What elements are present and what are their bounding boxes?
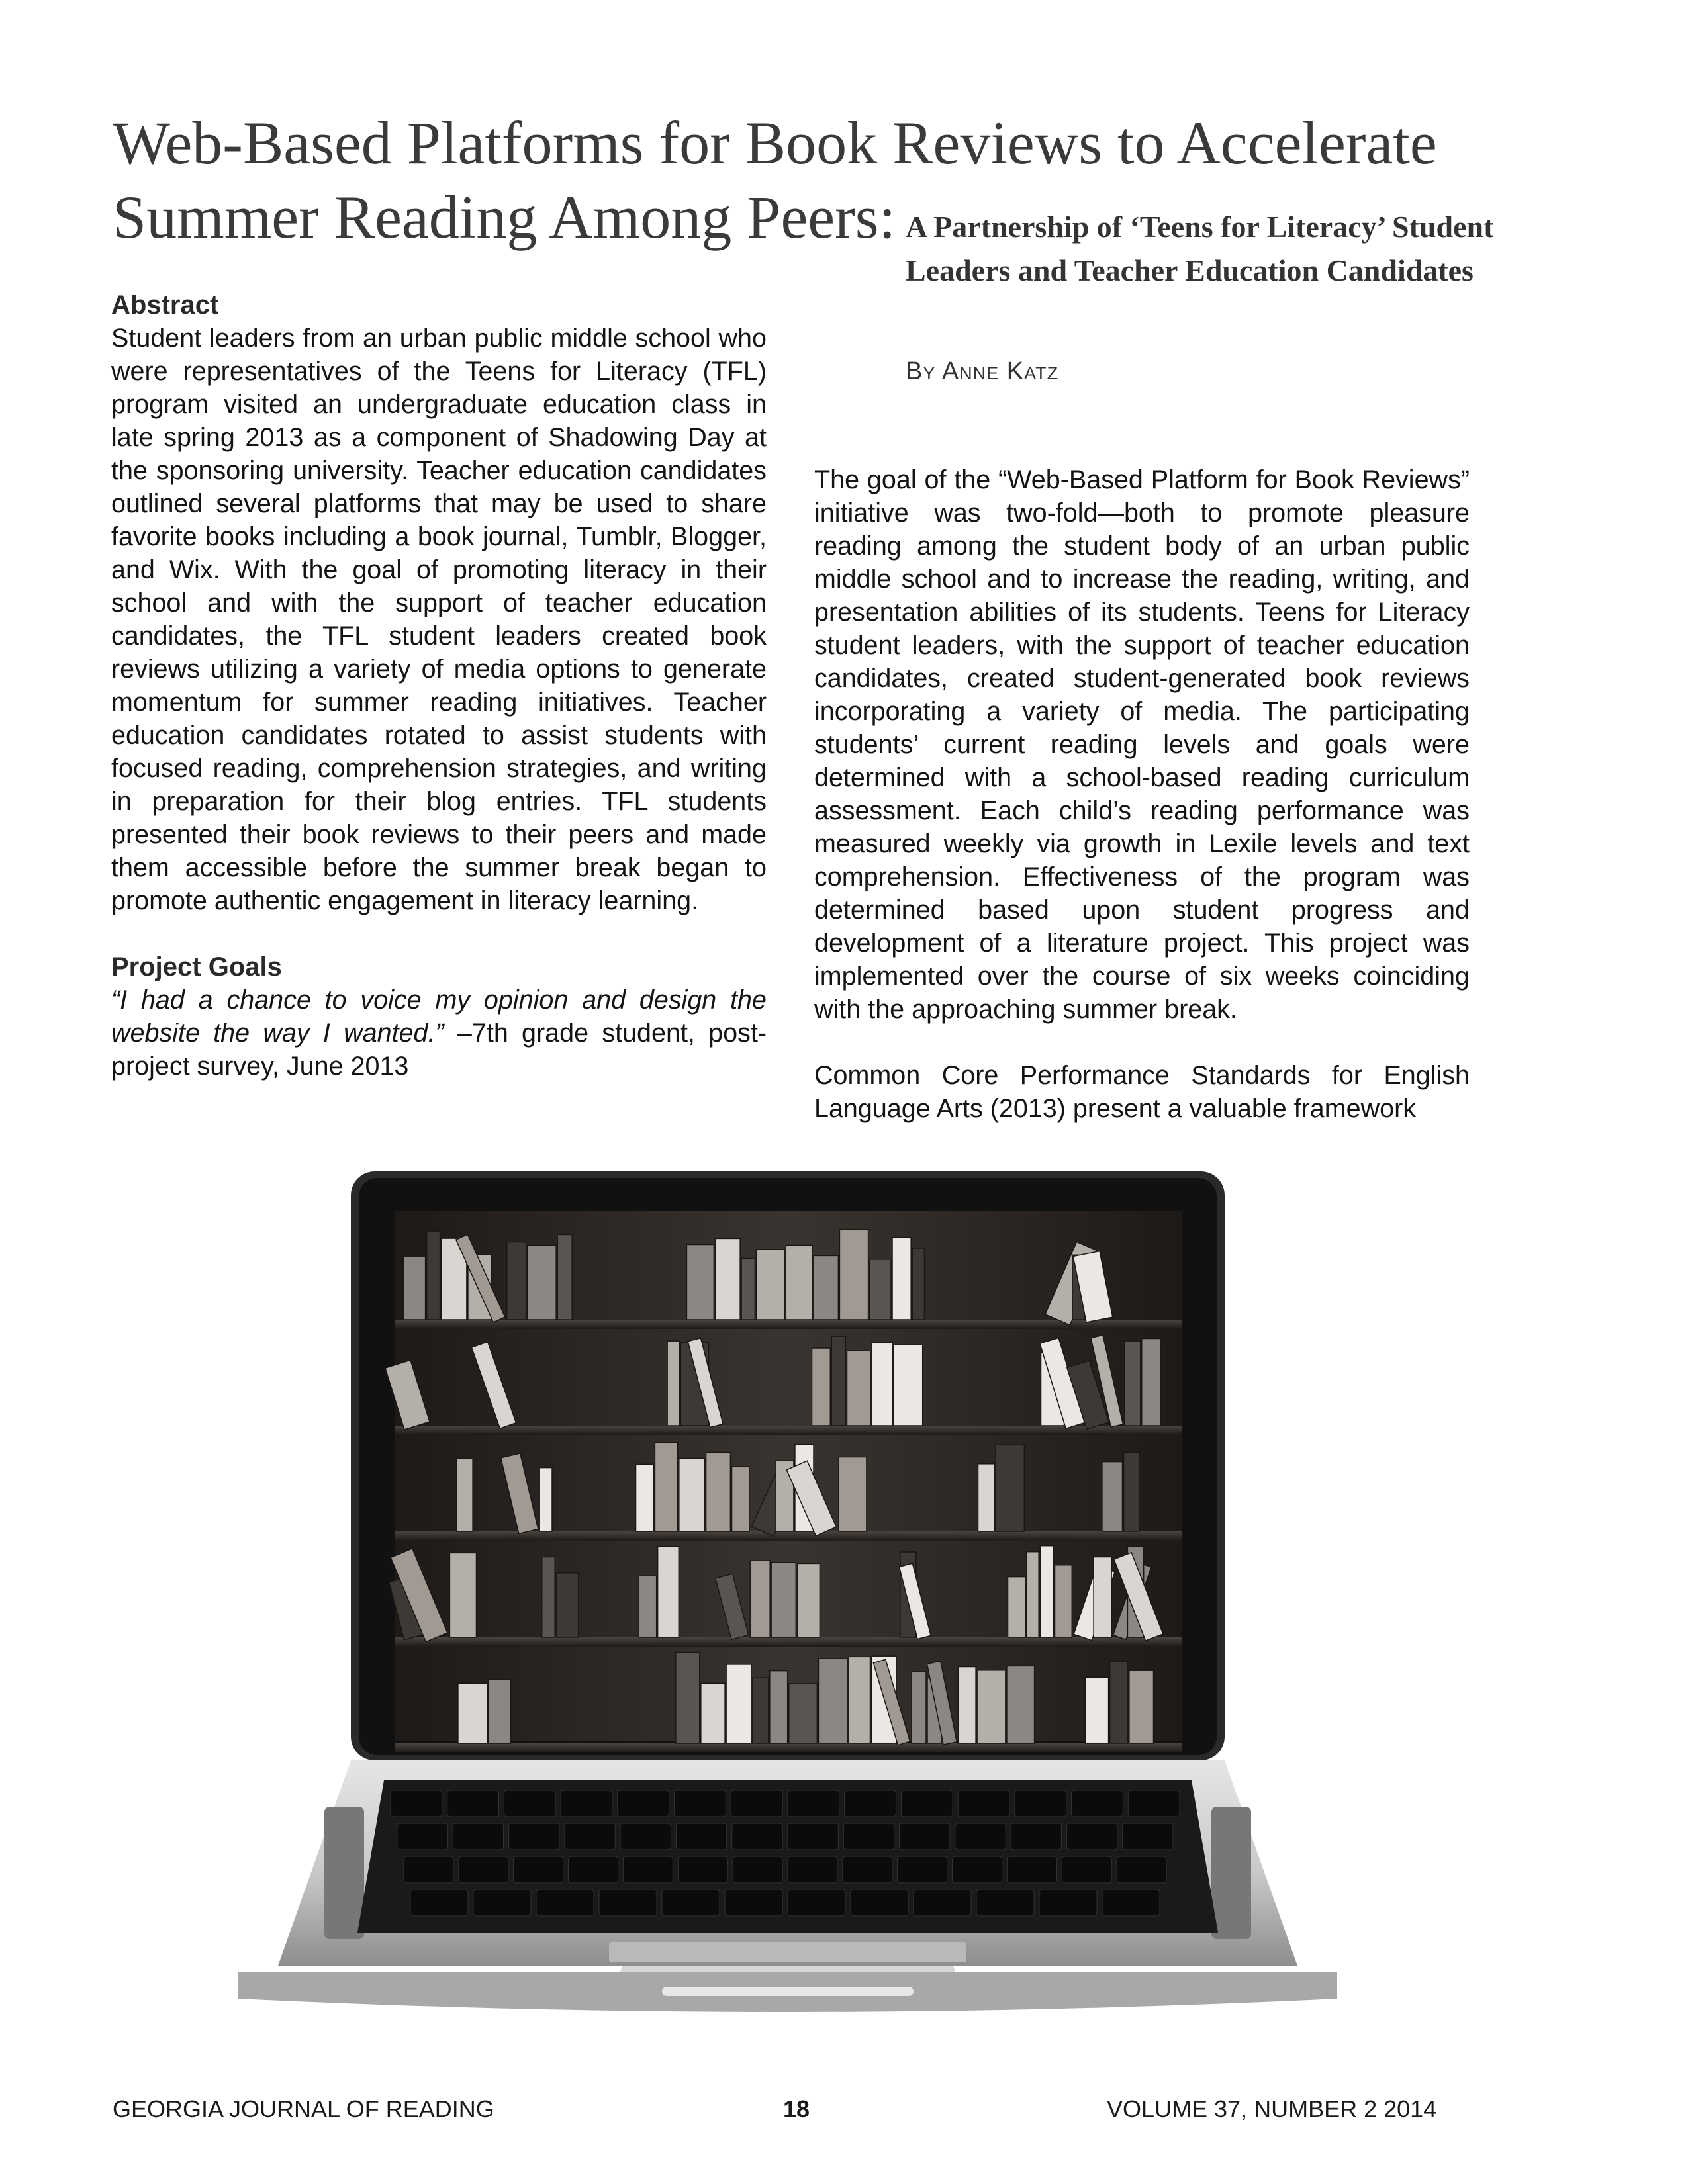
book-spine bbox=[1094, 1557, 1111, 1638]
laptop-notch bbox=[662, 1987, 914, 1996]
book-spine bbox=[872, 1343, 892, 1426]
keyboard-key bbox=[391, 1790, 442, 1817]
book-spine bbox=[676, 1653, 700, 1744]
keyboard-key bbox=[473, 1889, 531, 1916]
keyboard-key bbox=[1117, 1856, 1166, 1883]
keyboard-key bbox=[788, 1823, 838, 1850]
book-spine bbox=[458, 1683, 487, 1743]
book-spine bbox=[542, 1557, 555, 1638]
book-spine bbox=[814, 1255, 838, 1320]
project-goals-quote-block bbox=[111, 983, 767, 1083]
book-spine bbox=[1027, 1552, 1039, 1637]
keyboard-key bbox=[565, 1823, 615, 1850]
book-spine bbox=[741, 1259, 755, 1320]
book-spine bbox=[818, 1659, 847, 1743]
book-spine bbox=[770, 1671, 788, 1743]
keyboard-key bbox=[733, 1856, 782, 1883]
body-paragraph-2: Common Core Performance Standards for English Language Arts (2013) present a valuable framework bbox=[814, 1061, 1470, 1123]
book-spine bbox=[912, 1248, 924, 1320]
keyboard-key bbox=[459, 1856, 508, 1883]
book-spine bbox=[771, 1563, 796, 1637]
book-spine bbox=[786, 1246, 812, 1320]
keyboard-key bbox=[536, 1889, 594, 1916]
article-title-line2: Summer Reading Among Peers: bbox=[113, 183, 896, 251]
keyboard-key bbox=[404, 1856, 453, 1883]
book-spine bbox=[1129, 1670, 1154, 1743]
book-spine bbox=[715, 1238, 740, 1320]
book-spine bbox=[1102, 1462, 1123, 1531]
book-spine bbox=[1124, 1453, 1140, 1531]
article-subtitle: A Partnership of ‘Teens for Literacy’ Student Leaders and Teacher Education Candidates bbox=[906, 210, 1494, 287]
keyboard-key bbox=[958, 1790, 1009, 1817]
book-spine bbox=[978, 1464, 994, 1531]
keyboard-key bbox=[901, 1790, 953, 1817]
book-spine bbox=[507, 1242, 526, 1320]
keyboard-key bbox=[1066, 1823, 1117, 1850]
book-spine bbox=[528, 1246, 557, 1320]
keyboard-key bbox=[725, 1889, 782, 1916]
book-spine bbox=[849, 1657, 870, 1743]
project-goals-heading: Project Goals bbox=[111, 952, 282, 981]
keyboard-key bbox=[678, 1856, 727, 1883]
shelf-board bbox=[395, 1426, 1182, 1435]
book-spine bbox=[706, 1453, 731, 1531]
keyboard-key bbox=[569, 1856, 618, 1883]
book-spine bbox=[667, 1341, 679, 1426]
book-spine bbox=[1007, 1666, 1035, 1743]
trackpad-edge bbox=[609, 1942, 966, 1962]
footer-volume: VOLUME 37, NUMBER 2 2014 bbox=[1107, 2095, 1437, 2122]
book-spine bbox=[996, 1445, 1024, 1531]
keyboard-key bbox=[514, 1856, 563, 1883]
keyboard-key bbox=[843, 1856, 892, 1883]
keyboard-key bbox=[676, 1823, 726, 1850]
book-spine bbox=[839, 1230, 868, 1320]
keyboard-key bbox=[623, 1856, 673, 1883]
book-spine bbox=[1040, 1546, 1053, 1637]
book-spine bbox=[977, 1670, 1006, 1743]
keyboard-key bbox=[662, 1889, 720, 1916]
abstract-heading: Abstract bbox=[111, 291, 219, 320]
keyboard-key bbox=[447, 1790, 499, 1817]
book-spine bbox=[831, 1336, 845, 1426]
book-spine bbox=[756, 1250, 784, 1320]
book-spine bbox=[870, 1259, 891, 1320]
book-spine bbox=[912, 1672, 926, 1743]
keyboard-key bbox=[731, 1790, 782, 1817]
book-spine bbox=[894, 1345, 923, 1426]
book-spine bbox=[732, 1467, 749, 1531]
keyboard-key bbox=[397, 1823, 447, 1850]
book-spine bbox=[753, 1678, 769, 1743]
book-spine bbox=[789, 1684, 818, 1743]
book-spine bbox=[750, 1561, 770, 1637]
abstract-text: Student leaders from an urban public middle school who were representatives of the Teens for Literacy (TFL) program visited an undergraduate education class in late spring 2013 as a component of Shadowing Day at the sponsoring university. Teacher education candidates outlined several platforms that may be used to share favorite books including a book journal, Tumblr, Blogger, and Wix. With the goal of promoting literacy in their school and with the support of teacher education candidates, the TFL student leaders created book reviews utilizing a variety of media options to generate momentum for summer reading initiatives. Teacher education candidates rotated to assist students with focused reading, comprehension strategies, and writing in preparation for their blog entries. TFL students presented their book reviews to their peers and made them accessible before the summer break began to promote authentic engagement in literacy learning. bbox=[111, 324, 767, 915]
book-spine bbox=[539, 1468, 552, 1531]
book-spine bbox=[726, 1664, 751, 1743]
author-byline: By Anne Katz bbox=[906, 357, 1059, 385]
footer-journal-name: GEORGIA JOURNAL OF READING bbox=[113, 2095, 494, 2122]
book-spine bbox=[655, 1443, 677, 1531]
shelf-board bbox=[395, 1743, 1182, 1752]
book-spine bbox=[797, 1563, 820, 1637]
keyboard-key bbox=[1102, 1889, 1160, 1916]
keyboard-key bbox=[675, 1790, 726, 1817]
quote-attribution: –7th grade student, post-project survey, June 2013 bbox=[111, 1019, 767, 1081]
keyboard-key bbox=[504, 1790, 555, 1817]
keyboard-key bbox=[1072, 1790, 1123, 1817]
shelf-board bbox=[395, 1531, 1182, 1541]
book-spine bbox=[959, 1667, 976, 1744]
keyboard-key bbox=[898, 1856, 947, 1883]
left-speaker-grille bbox=[324, 1807, 364, 1939]
body-paragraph-1: The goal of the “Web-Based Platform for Book Reviews” initiative was two-fold—both to promote pleasure reading among the student body of an urban public middle school and to increase the reading, writing, and presentation abilities of its students. Teens for Literacy student leaders, with the support of teacher education candidates, created student-generated book reviews incorporating a variety of media. The participating students’ current reading levels and goals were determined with a school-based reading curriculum assessment. Each child’s reading performance was measured weekly via growth in Lexile levels and text comprehension. Effectiveness of the program was determined based upon student progress and development of a literature project. This project was implemented over the course of six weeks coinciding with the approaching summer break. bbox=[814, 465, 1470, 1024]
laptop-bookshelf-illustration bbox=[212, 1171, 1364, 2058]
keyboard-key bbox=[1128, 1790, 1180, 1817]
right-column bbox=[814, 463, 1470, 1158]
keyboard-key bbox=[900, 1823, 950, 1850]
keyboard-key bbox=[1015, 1790, 1066, 1817]
keyboard-key bbox=[732, 1823, 782, 1850]
keyboard-key bbox=[620, 1823, 671, 1850]
book-spine bbox=[1086, 1677, 1109, 1743]
book-spine bbox=[427, 1231, 440, 1320]
student-quote: “I had a chance to voice my opinion and design the website the way I wanted.” bbox=[111, 985, 767, 1048]
book-spine bbox=[489, 1680, 511, 1743]
book-spine bbox=[1055, 1565, 1072, 1637]
book-spine bbox=[1125, 1342, 1141, 1426]
book-spine bbox=[658, 1547, 679, 1637]
book-spine bbox=[839, 1457, 867, 1532]
keyboard-key bbox=[955, 1823, 1006, 1850]
book-spine bbox=[1142, 1339, 1160, 1426]
keyboard-key bbox=[845, 1790, 896, 1817]
keyboard-key bbox=[1039, 1889, 1097, 1916]
keyboard-key bbox=[914, 1889, 971, 1916]
keyboard-key bbox=[976, 1889, 1034, 1916]
right-speaker-grille bbox=[1211, 1807, 1251, 1939]
keyboard-key bbox=[618, 1790, 669, 1817]
footer-page-number: 18 bbox=[783, 2095, 810, 2122]
keyboard-key bbox=[1062, 1856, 1111, 1883]
book-spine bbox=[812, 1348, 831, 1426]
book-spine bbox=[556, 1573, 579, 1637]
keyboard-key bbox=[1123, 1823, 1173, 1850]
keyboard-key bbox=[788, 1790, 839, 1817]
shelf-board bbox=[395, 1637, 1182, 1647]
keyboard-key bbox=[953, 1856, 1002, 1883]
book-spine bbox=[639, 1576, 657, 1637]
book-spine bbox=[892, 1238, 911, 1320]
keyboard-key bbox=[1007, 1856, 1056, 1883]
book-spine bbox=[679, 1458, 705, 1531]
keyboard-key bbox=[788, 1889, 845, 1916]
book-spine bbox=[701, 1683, 725, 1743]
book-spine bbox=[847, 1351, 871, 1426]
book-spine bbox=[686, 1245, 714, 1320]
keyboard-key bbox=[561, 1790, 612, 1817]
book-spine bbox=[557, 1234, 572, 1320]
keyboard-key bbox=[410, 1889, 468, 1916]
keyboard-key bbox=[599, 1889, 657, 1916]
book-spine bbox=[457, 1459, 473, 1531]
keyboard-key bbox=[788, 1856, 837, 1883]
book-spine bbox=[1110, 1662, 1128, 1743]
book-spine bbox=[404, 1256, 426, 1320]
left-column bbox=[111, 289, 767, 1116]
book-spine bbox=[636, 1464, 654, 1531]
keyboard-key bbox=[843, 1823, 894, 1850]
keyboard-key bbox=[509, 1823, 559, 1850]
book-spine bbox=[449, 1553, 476, 1637]
keyboard-key bbox=[1011, 1823, 1061, 1850]
laptop-image bbox=[212, 1171, 1364, 2058]
keyboard-key bbox=[453, 1823, 503, 1850]
book-spine bbox=[1008, 1577, 1025, 1637]
article-title-line1: Web-Based Platforms for Book Reviews to Accelerate bbox=[113, 109, 1437, 177]
keyboard-key bbox=[851, 1889, 908, 1916]
